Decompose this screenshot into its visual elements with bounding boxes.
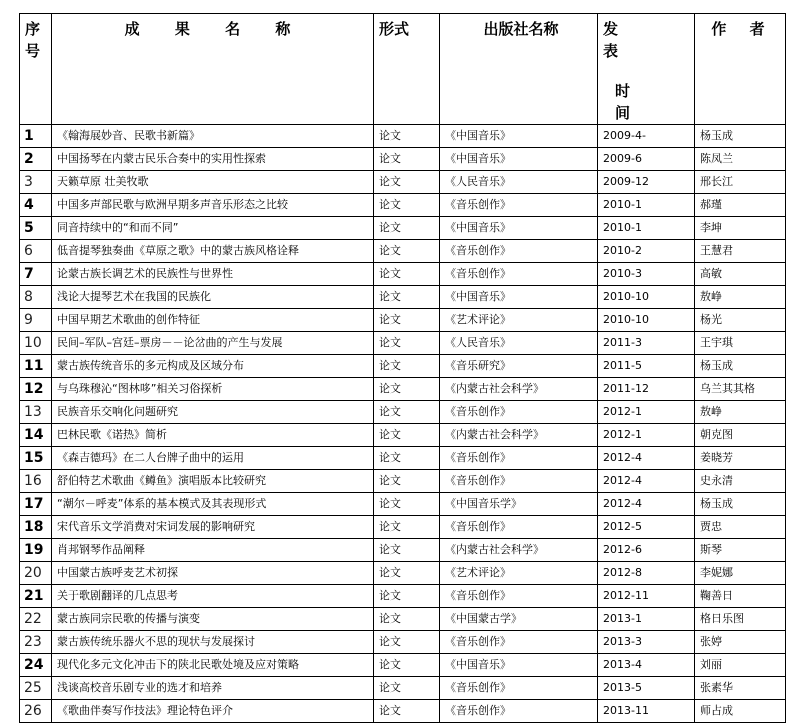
row-publisher: 《音乐创作》 xyxy=(440,585,598,608)
row-number: 10 xyxy=(20,332,52,355)
row-author: 敖峥 xyxy=(695,286,786,309)
header-author: 作 者 xyxy=(695,14,786,125)
row-form: 论文 xyxy=(374,355,440,378)
row-publisher: 《中国蒙古学》 xyxy=(440,608,598,631)
row-number: 9 xyxy=(20,309,52,332)
row-number: 20 xyxy=(20,562,52,585)
row-date: 2009-12 xyxy=(598,171,695,194)
row-author: 杨玉成 xyxy=(695,493,786,516)
header-date xyxy=(598,14,695,125)
table-row xyxy=(20,148,786,171)
row-title: 民间–军队–宫廷–票房－－论岔曲的产生与发展 xyxy=(52,332,374,355)
row-form: 论文 xyxy=(374,125,440,148)
row-date: 2012-6 xyxy=(598,539,695,562)
table-row xyxy=(20,493,786,516)
table-row xyxy=(20,263,786,286)
row-date: 2009-4- xyxy=(598,125,695,148)
row-form: 论文 xyxy=(374,631,440,654)
row-date: 2010-2 xyxy=(598,240,695,263)
row-title: 《翰海展妙音、民歌书新篇》 xyxy=(52,125,374,148)
row-date: 2010-1 xyxy=(598,194,695,217)
row-publisher: 《音乐创作》 xyxy=(440,631,598,654)
row-publisher: 《中国音乐学》 xyxy=(440,493,598,516)
row-form: 论文 xyxy=(374,608,440,631)
row-form: 论文 xyxy=(374,562,440,585)
row-author: 格日乐图 xyxy=(695,608,786,631)
row-title: 关于歌剧翻译的几点思考 xyxy=(52,585,374,608)
row-title: 蒙古族同宗民歌的传播与演变 xyxy=(52,608,374,631)
header-form: 形式 xyxy=(374,14,440,125)
row-form: 论文 xyxy=(374,401,440,424)
row-title: 舒伯特艺术歌曲《鳟鱼》演唱版本比较研究 xyxy=(52,470,374,493)
table-header-row xyxy=(20,14,786,125)
row-number: 26 xyxy=(20,700,52,723)
table-row xyxy=(20,401,786,424)
row-author: 斯琴 xyxy=(695,539,786,562)
row-form: 论文 xyxy=(374,171,440,194)
row-author: 杨光 xyxy=(695,309,786,332)
table-row xyxy=(20,240,786,263)
row-date: 2012-11 xyxy=(598,585,695,608)
row-publisher: 《内蒙古社会科学》 xyxy=(440,539,598,562)
row-author: 敖峥 xyxy=(695,401,786,424)
row-title: 低音提琴独奏曲《草原之歌》中的蒙古族风格诠释 xyxy=(52,240,374,263)
table-row xyxy=(20,654,786,677)
row-date: 2013-4 xyxy=(598,654,695,677)
row-form: 论文 xyxy=(374,700,440,723)
header-date-line1: 发 表 xyxy=(603,20,658,60)
row-number: 21 xyxy=(20,585,52,608)
row-author: 高敏 xyxy=(695,263,786,286)
row-title: 中国多声部民歌与欧洲早期多声音乐形态之比较 xyxy=(52,194,374,217)
row-number: 14 xyxy=(20,424,52,447)
row-author: 杨玉成 xyxy=(695,125,786,148)
row-date: 2012-5 xyxy=(598,516,695,539)
row-form: 论文 xyxy=(374,309,440,332)
row-publisher: 《中国音乐》 xyxy=(440,286,598,309)
row-number: 4 xyxy=(20,194,52,217)
row-date: 2011-12 xyxy=(598,378,695,401)
row-date: 2013-1 xyxy=(598,608,695,631)
row-form: 论文 xyxy=(374,286,440,309)
row-number: 19 xyxy=(20,539,52,562)
table-row xyxy=(20,447,786,470)
table-row xyxy=(20,378,786,401)
row-date: 2012-4 xyxy=(598,447,695,470)
row-title: 中国早期艺术歌曲的创作特征 xyxy=(52,309,374,332)
row-publisher: 《人民音乐》 xyxy=(440,332,598,355)
row-title: 蒙古族传统音乐的多元构成及区域分布 xyxy=(52,355,374,378)
row-author: 朝克图 xyxy=(695,424,786,447)
row-form: 论文 xyxy=(374,447,440,470)
row-publisher: 《音乐创作》 xyxy=(440,677,598,700)
row-number: 24 xyxy=(20,654,52,677)
row-title: 《歌曲伴奏写作技法》理论特色评介 xyxy=(52,700,374,723)
row-form: 论文 xyxy=(374,539,440,562)
table-row xyxy=(20,677,786,700)
row-date: 2012-4 xyxy=(598,493,695,516)
table-row xyxy=(20,194,786,217)
row-title: 巴林民歌《诺热》简析 xyxy=(52,424,374,447)
row-publisher: 《中国音乐》 xyxy=(440,148,598,171)
row-number: 15 xyxy=(20,447,52,470)
row-publisher: 《音乐创作》 xyxy=(440,263,598,286)
row-number: 23 xyxy=(20,631,52,654)
row-number: 22 xyxy=(20,608,52,631)
table-row xyxy=(20,171,786,194)
row-number: 6 xyxy=(20,240,52,263)
row-title: 论蒙古族长调艺术的民族性与世界性 xyxy=(52,263,374,286)
achievements-table xyxy=(19,13,786,723)
row-form: 论文 xyxy=(374,654,440,677)
row-author: 王慧君 xyxy=(695,240,786,263)
row-title: 中国扬琴在内蒙古民乐合奏中的实用性探索 xyxy=(52,148,374,171)
row-date: 2011-5 xyxy=(598,355,695,378)
row-date: 2013-5 xyxy=(598,677,695,700)
row-title: 同音持续中的“和而不同” xyxy=(52,217,374,240)
row-title: 《森吉德玛》在二人台牌子曲中的运用 xyxy=(52,447,374,470)
table-row xyxy=(20,562,786,585)
row-number: 16 xyxy=(20,470,52,493)
row-date: 2012-1 xyxy=(598,424,695,447)
row-number: 17 xyxy=(20,493,52,516)
table-row xyxy=(20,608,786,631)
table-row xyxy=(20,516,786,539)
row-date: 2012-8 xyxy=(598,562,695,585)
row-publisher: 《音乐创作》 xyxy=(440,401,598,424)
row-form: 论文 xyxy=(374,585,440,608)
row-number: 11 xyxy=(20,355,52,378)
table-row xyxy=(20,125,786,148)
row-publisher: 《音乐创作》 xyxy=(440,240,598,263)
row-publisher: 《音乐创作》 xyxy=(440,447,598,470)
row-number: 3 xyxy=(20,171,52,194)
table-row xyxy=(20,217,786,240)
row-author: 张婷 xyxy=(695,631,786,654)
row-date: 2010-10 xyxy=(598,286,695,309)
row-publisher: 《艺术评论》 xyxy=(440,562,598,585)
row-publisher: 《艺术评论》 xyxy=(440,309,598,332)
row-author: 杨玉成 xyxy=(695,355,786,378)
table-row xyxy=(20,700,786,723)
row-form: 论文 xyxy=(374,470,440,493)
row-author: 郝瑾 xyxy=(695,194,786,217)
row-title: 浅谈高校音乐剧专业的选才和培养 xyxy=(52,677,374,700)
row-form: 论文 xyxy=(374,493,440,516)
row-date: 2010-1 xyxy=(598,217,695,240)
table-row xyxy=(20,470,786,493)
header-seq: 序号 xyxy=(20,14,52,125)
row-publisher: 《音乐创作》 xyxy=(440,700,598,723)
row-form: 论文 xyxy=(374,378,440,401)
row-publisher: 《中国音乐》 xyxy=(440,654,598,677)
row-number: 12 xyxy=(20,378,52,401)
row-title: “潮尔－呼麦”体系的基本模式及其表现形式 xyxy=(52,493,374,516)
row-author: 李坤 xyxy=(695,217,786,240)
table-row xyxy=(20,286,786,309)
row-date: 2013-11 xyxy=(598,700,695,723)
row-form: 论文 xyxy=(374,332,440,355)
row-author: 鞠善日 xyxy=(695,585,786,608)
row-title: 蒙古族传统乐器火不思的现状与发展探讨 xyxy=(52,631,374,654)
row-publisher: 《内蒙古社会科学》 xyxy=(440,378,598,401)
row-number: 2 xyxy=(20,148,52,171)
row-form: 论文 xyxy=(374,194,440,217)
table-row xyxy=(20,585,786,608)
row-author: 师占成 xyxy=(695,700,786,723)
row-form: 论文 xyxy=(374,516,440,539)
row-number: 18 xyxy=(20,516,52,539)
row-form: 论文 xyxy=(374,148,440,171)
row-author: 乌兰其其格 xyxy=(695,378,786,401)
row-form: 论文 xyxy=(374,677,440,700)
row-title: 民族音乐交响化问题研究 xyxy=(52,401,374,424)
table-row xyxy=(20,309,786,332)
header-publisher: 出版社名称 xyxy=(440,14,598,125)
row-title: 与乌珠穆沁“图林哆”相关习俗探析 xyxy=(52,378,374,401)
row-form: 论文 xyxy=(374,217,440,240)
row-publisher: 《人民音乐》 xyxy=(440,171,598,194)
row-form: 论文 xyxy=(374,424,440,447)
row-publisher: 《音乐创作》 xyxy=(440,194,598,217)
row-date: 2010-10 xyxy=(598,309,695,332)
row-number: 5 xyxy=(20,217,52,240)
row-publisher: 《中国音乐》 xyxy=(440,217,598,240)
row-number: 13 xyxy=(20,401,52,424)
row-title: 天籁草原 壮美牧歌 xyxy=(52,171,374,194)
row-form: 论文 xyxy=(374,263,440,286)
row-author: 张素华 xyxy=(695,677,786,700)
row-title: 中国蒙古族呼麦艺术初探 xyxy=(52,562,374,585)
row-form: 论文 xyxy=(374,240,440,263)
row-author: 李妮娜 xyxy=(695,562,786,585)
row-title: 肖邦钢琴作品阐释 xyxy=(52,539,374,562)
row-author: 陈凤兰 xyxy=(695,148,786,171)
row-author: 贾忠 xyxy=(695,516,786,539)
row-publisher: 《音乐研究》 xyxy=(440,355,598,378)
row-date: 2012-4 xyxy=(598,470,695,493)
row-number: 25 xyxy=(20,677,52,700)
row-title: 现代化多元文化冲击下的陕北民歌处境及应对策略 xyxy=(52,654,374,677)
table-row xyxy=(20,631,786,654)
row-number: 8 xyxy=(20,286,52,309)
row-author: 王宇琪 xyxy=(695,332,786,355)
row-author: 邢长江 xyxy=(695,171,786,194)
header-title: 成 果 名 称 xyxy=(52,14,374,125)
row-date: 2012-1 xyxy=(598,401,695,424)
row-publisher: 《内蒙古社会科学》 xyxy=(440,424,598,447)
row-publisher: 《音乐创作》 xyxy=(440,516,598,539)
row-date: 2010-3 xyxy=(598,263,695,286)
row-date: 2013-3 xyxy=(598,631,695,654)
table-row xyxy=(20,355,786,378)
row-publisher: 《中国音乐》 xyxy=(440,125,598,148)
table-row xyxy=(20,539,786,562)
row-publisher: 《音乐创作》 xyxy=(440,470,598,493)
table-row xyxy=(20,424,786,447)
row-date: 2011-3 xyxy=(598,332,695,355)
row-title: 宋代音乐文学消费对宋词发展的影响研究 xyxy=(52,516,374,539)
row-date: 2009-6 xyxy=(598,148,695,171)
row-author: 史永清 xyxy=(695,470,786,493)
table-row xyxy=(20,332,786,355)
row-title: 浅论大提琴艺术在我国的民族化 xyxy=(52,286,374,309)
row-number: 7 xyxy=(20,263,52,286)
header-date-line2: 时 间 xyxy=(615,82,658,122)
row-author: 刘丽 xyxy=(695,654,786,677)
row-number: 1 xyxy=(20,125,52,148)
row-author: 姜晓芳 xyxy=(695,447,786,470)
